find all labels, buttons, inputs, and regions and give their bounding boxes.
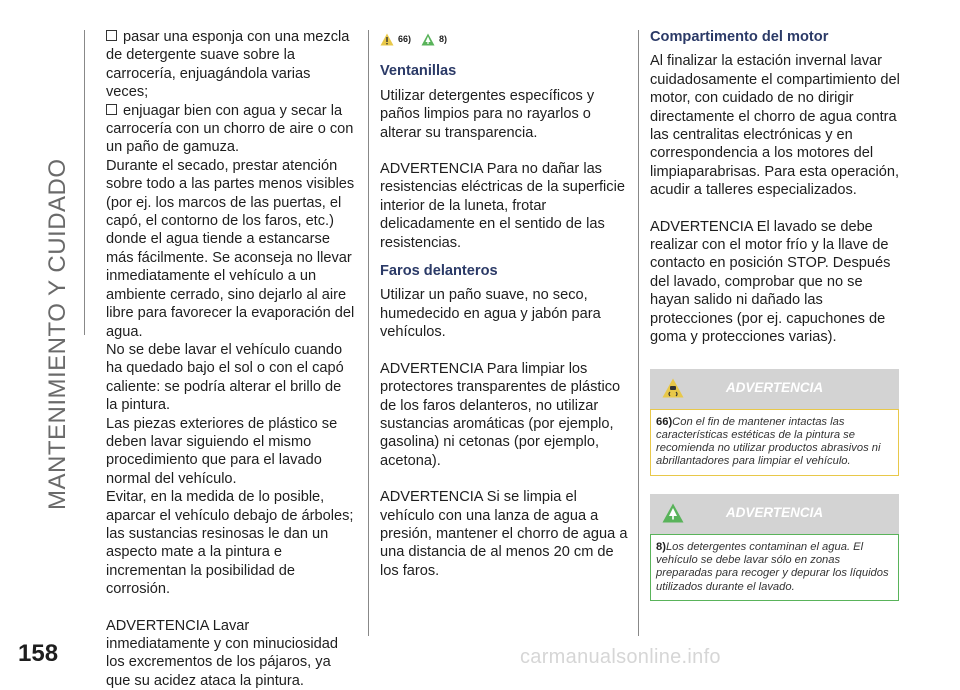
text-column-2 [380,28,630,580]
watermark: carmanualsonline.info [520,646,721,668]
warning-heading: ADVERTENCIA [725,380,824,396]
environment-ref: 8) [656,540,666,553]
column-divider [638,30,639,636]
environment-heading: ADVERTENCIA [725,505,824,521]
environment-text: Los detergentes contaminan el agua. El vehículo se debe lavar sólo en zonas preparadas para recoger y depurar los líquidos utilizados durante el lavado. [656,540,889,593]
checkbox-bullet-icon [106,30,117,41]
paragraph: Al finalizar la estación invernal lavar cuidadosamente el compartimiento del motor, con cuidado de no dirigir directamente el chorro de agua contra las centralitas electrónicas y en correspondencia a los motores del limpiaparabrisas. Para esta operación, acudir a talleres especializados. [650,53,900,199]
environment-triangle-icon [421,33,435,46]
paragraph: No se debe lavar el vehículo cuando ha quedado bajo el sol o con el capó caliente: se podría alterar el brillo de la pintura. [106,341,344,414]
section-divider [84,30,85,335]
page-number: 158 [18,640,59,667]
paragraph: ADVERTENCIA El lavado se debe realizar con el motor frío y la llave de contacto en posición STOP. Después del lavado, comprobar que no se hayan salido ni dañado las protecciones (por ej. capuchones de goma y protecciones varias). [650,218,891,346]
environment-box-body [650,534,899,601]
paragraph: Utilizar detergentes específicos y paños limpios para no rayarlos o alterar su transparencia. [380,87,595,141]
paragraph: ADVERTENCIA Si se limpia el vehículo con una lanza de agua a presión, mantener el chorro de agua a una distancia de al menos 20 cm de los faros. [380,489,628,579]
warning-box-header [650,369,899,409]
section-title: MANTENIMIENTO Y CUIDADO [44,158,71,510]
warning-text: Con el fin de mantener intactas las características estéticas de la pintura se recomienda no utilizar productos abrasivos ni abrillantadores para limpiar el vehículo. [656,415,881,468]
paragraph: ADVERTENCIA Para limpiar los protectores transparentes de plástico de los faros delanteros, no utilizar sustancias aromáticas (por ejemplo, gasolina) ni cetonas (por ejemplo, acetona). [380,360,621,469]
checkbox-bullet-icon [106,104,117,115]
section-heading: Compartimento del motor [650,29,829,45]
environment-box [650,494,899,601]
paragraph: Evitar, en la medida de lo posible, aparcar el vehículo debajo de árboles; las sustancias resinosas le dan un aspecto mate a la pintura e incrementan la posibilidad de corrosión. [106,489,354,598]
car-skid-warning-icon [662,378,684,398]
paragraph: Durante el secado, prestar atención sobre todo a las partes menos visibles (por ej. los marcos de las puertas, el capó, el contorno de los faros, etc.) donde el agua tiende a estancarse más fácilmente. Se aconseja no llevar inmediatamente el vehículo a un ambiente cerrado, sino dejarlo al aire libre para favorecer la evaporación del agua. [106,157,355,340]
warning-ref[interactable]: 66) [398,34,412,44]
warning-ref: 66) [656,415,673,428]
text-column-3 [650,28,902,601]
paragraph: ADVERTENCIA Para no dañar las resistencias eléctricas de la superficie interior de la luneta, frotar delicadamente en el sentido de las resistencias. [380,161,625,251]
warning-references [380,30,630,48]
paragraph: ADVERTENCIA Lavar inmediatamente y con minuciosidad los excrementos de los pájaros, ya que su acidez ataca la pintura. [106,617,339,689]
warning-box-body [650,409,899,476]
list-item-text: pasar una esponja con una mezcla de detergente suave sobre la carrocería, enjuagándola varias veces; [106,29,350,101]
section-heading: Faros delanteros [380,263,498,280]
warning-box [650,369,899,476]
tree-environment-icon [662,503,684,523]
list-item-text: enjuagar bien con agua y secar la carrocería con un chorro de aire o con un paño de gamuza. [106,102,354,156]
paragraph: Utilizar un paño suave, no seco, humedecido en agua y jabón para vehículos. [380,287,601,341]
environment-ref[interactable]: 8) [439,34,448,44]
paragraph: Las piezas exteriores de plástico se deben lavar siguiendo el mismo procedimiento que para el lavado normal del vehículo. [106,415,338,487]
section-heading: Ventanillas [380,63,457,80]
text-column-1 [106,28,356,690]
warning-triangle-icon [380,33,394,46]
column-divider [368,30,369,636]
environment-box-header [650,494,899,534]
list-item [106,102,356,157]
list-item [106,28,356,102]
